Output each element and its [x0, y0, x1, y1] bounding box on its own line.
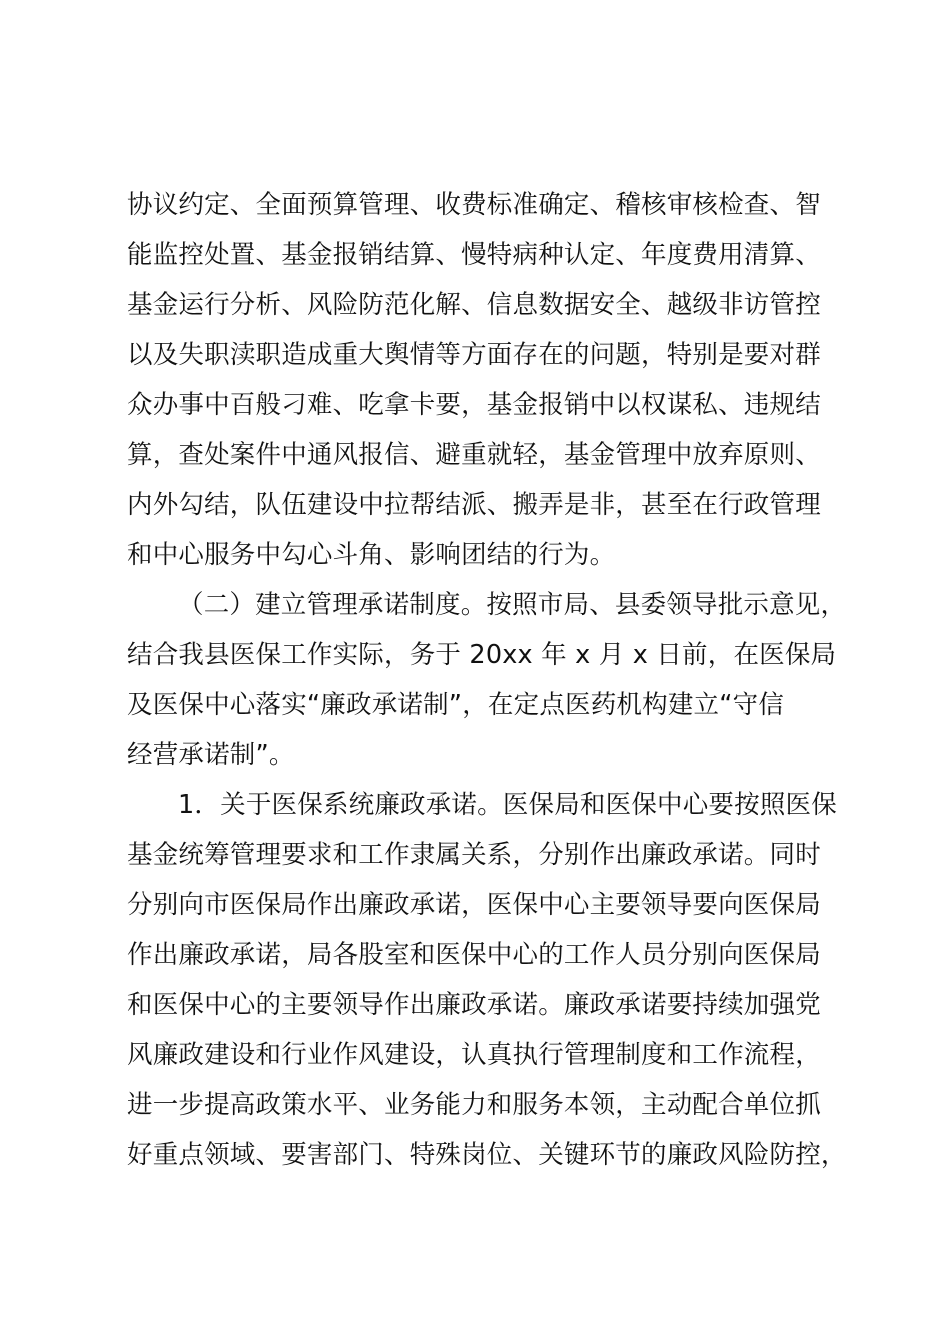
paragraph-3-line-1: 1．关于医保系统廉政承诺。医保局和医保中心要按照医保 [178, 790, 837, 820]
paragraph-3-line-5: 和医保中心的主要领导作出廉政承诺。廉政承诺要持续加强党 [127, 990, 821, 1020]
paragraph-1-line-4: 以及失职渎职造成重大舆情等方面存在的问题，特别是要对群 [127, 340, 821, 370]
paragraph-3-line-8: 好重点领域、要害部门、特殊岗位、关键环节的廉政风险防控， [127, 1140, 847, 1170]
paragraph-1-line-7: 内外勾结，队伍建设中拉帮结派、搬弄是非，甚至在行政管理 [127, 490, 821, 520]
paragraph-1-line-5: 众办事中百般刁难、吃拿卡要，基金报销中以权谋私、违规结 [127, 390, 821, 420]
paragraph-3-line-7: 进一步提高政策水平、业务能力和服务本领，主动配合单位抓 [127, 1090, 821, 1120]
paragraph-2-line-4: 经营承诺制”。 [127, 740, 295, 770]
paragraph-1-line-6: 算，查处案件中通风报信、避重就轻，基金管理中放弃原则、 [127, 440, 821, 470]
paragraph-2-line-2: 结合我县医保工作实际，务于 20xx 年 x 月 x 日前，在医保局 [127, 640, 837, 670]
paragraph-3-line-6: 风廉政建设和行业作风建设，认真执行管理制度和工作流程， [127, 1040, 821, 1070]
paragraph-1-line-2: 能监控处置、基金报销结算、慢特病种认定、年度费用清算、 [127, 240, 821, 270]
paragraph-1-line-1: 协议约定、全面预算管理、收费标准确定、稽核审核检查、智 [127, 190, 821, 220]
paragraph-1-line-8: 和中心服务中勾心斗角、影响团结的行为。 [127, 540, 616, 570]
paragraph-1-line-3: 基金运行分析、风险防范化解、信息数据安全、越级非访管控 [127, 290, 821, 320]
paragraph-3-line-2: 基金统筹管理要求和工作隶属关系，分别作出廉政承诺。同时 [127, 840, 821, 870]
paragraph-2-line-1: （二）建立管理承诺制度。按照市局、县委领导批示意见， [178, 590, 847, 620]
paragraph-2-line-3: 及医保中心落实“廉政承诺制”，在定点医药机构建立“守信 [127, 690, 785, 720]
paragraph-3-line-3: 分别向市医保局作出廉政承诺，医保中心主要领导要向医保局 [127, 890, 821, 920]
paragraph-3-line-4: 作出廉政承诺，局各股室和医保中心的工作人员分别向医保局 [127, 940, 821, 970]
